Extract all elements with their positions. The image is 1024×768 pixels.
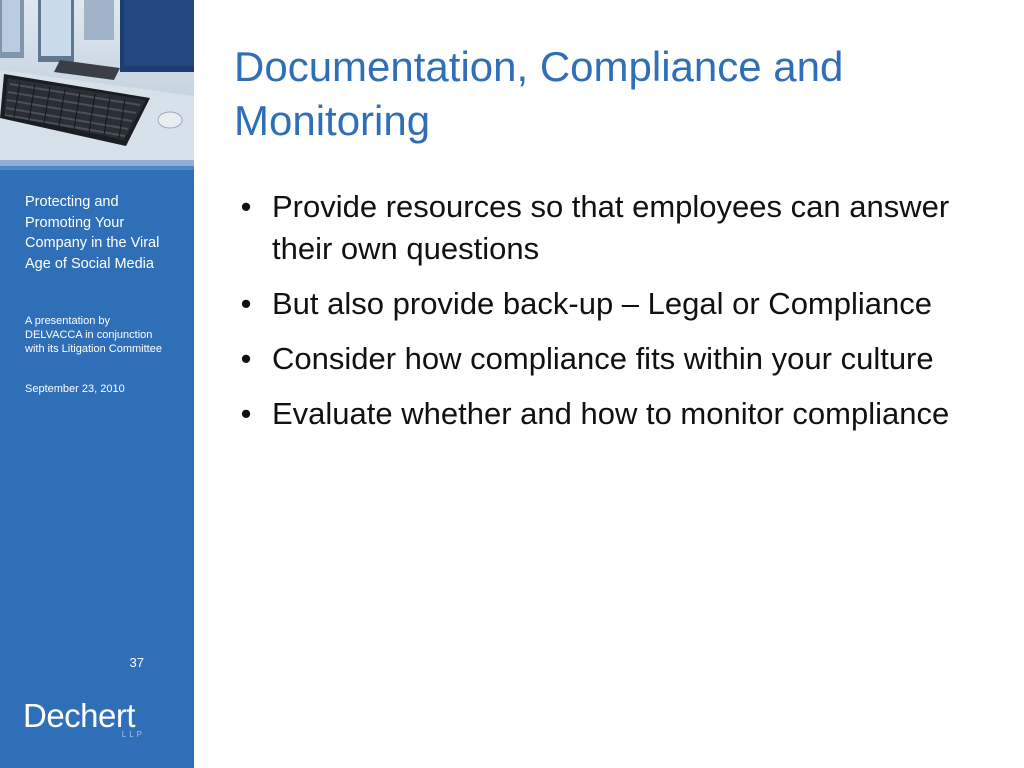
photo-divider-accent [0,166,194,170]
bullet-icon: • [240,396,252,431]
logo-suffix: LLP [121,730,145,739]
bullet-list [234,186,994,448]
bullet-item [234,338,994,380]
bullet-item [234,186,994,270]
page-number: 37 [129,655,144,670]
bullet-icon: • [240,189,252,224]
sidebar [0,0,194,768]
bullet-item [234,393,994,435]
bullet-text: Evaluate whether and how to monitor compliance [272,396,950,431]
bullet-text: But also provide back-up – Legal or Compliance [272,286,932,321]
bullet-item [234,283,994,325]
bullet-text: Provide resources so that employees can answer their own questions [272,189,950,266]
bullet-icon: • [240,341,252,376]
presentation-date: September 23, 2010 [25,383,125,395]
presentation-title: Protecting and Promoting Your Company in the Viral Age of Social Media [25,194,160,272]
bullet-text: Consider how compliance fits within your culture [272,341,934,376]
keyboard-illustration [0,0,194,160]
slide-title: Documentation, Compliance and Monitoring [234,43,844,144]
keyboard-photo [0,0,194,160]
bullet-icon: • [240,286,252,321]
presentation-subtitle: A presentation by DELVACCA in conjunction with its Litigation Committee [25,315,162,355]
logo-wordmark: Dechert [23,697,136,734]
dechert-logo [23,696,147,746]
